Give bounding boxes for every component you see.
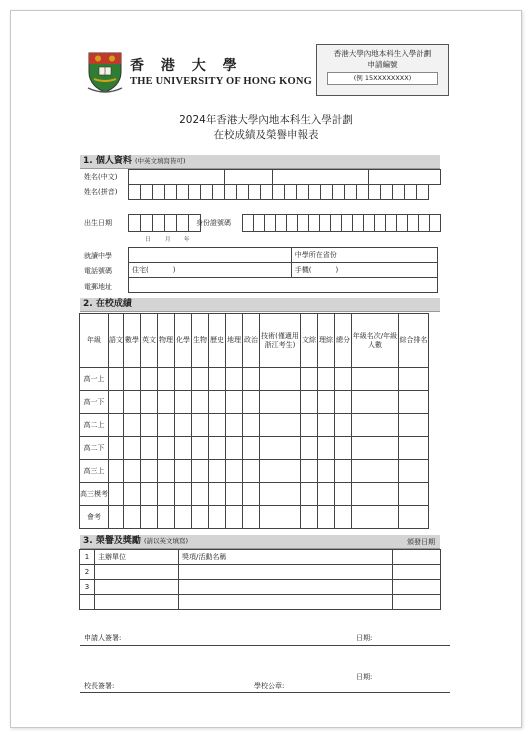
award-row-number: 2 bbox=[80, 565, 95, 580]
dob-label: 出生日期 bbox=[84, 219, 112, 227]
award-date-cell[interactable] bbox=[393, 565, 441, 580]
grades-col-header: 地理 bbox=[226, 314, 243, 368]
principal-signature-line[interactable] bbox=[80, 692, 450, 693]
award-name-cell[interactable] bbox=[179, 565, 393, 580]
grades-col-header: 總分 bbox=[335, 314, 352, 368]
form-title-line1: 2024年香港大學內地本科生入學計劃 bbox=[179, 114, 353, 126]
name-pinyin-label: 姓名(拼音) bbox=[84, 188, 118, 196]
award-row-number: 3 bbox=[80, 580, 95, 595]
award-date-cell[interactable] bbox=[393, 550, 441, 565]
awards-table bbox=[79, 549, 441, 610]
dob-month-label: 月 bbox=[165, 237, 171, 243]
email-label: 電郵地址 bbox=[84, 283, 112, 291]
grade-row-label: 高三模考 bbox=[80, 483, 109, 506]
section-awards-header bbox=[80, 535, 440, 549]
mobile-phone-field[interactable] bbox=[291, 263, 437, 278]
section3-note: (請以英文填寫) bbox=[143, 537, 189, 545]
grades-col-header: 綜合排名 bbox=[399, 314, 429, 368]
award-row-number bbox=[80, 595, 95, 610]
grade-row-label: 高一下 bbox=[80, 391, 109, 414]
grades-col-header: 技術(僅適用浙江考生) bbox=[260, 314, 301, 368]
grades-table bbox=[79, 313, 429, 529]
mobile-phone-label: 手機( bbox=[294, 266, 312, 274]
principal-date-label: 日期: bbox=[356, 673, 373, 681]
province-label: 中學所在省份 bbox=[294, 251, 337, 259]
school-label: 就讀中學 bbox=[84, 252, 112, 260]
applicant-signature-label: 申請人簽署: bbox=[84, 634, 122, 642]
grades-col-header: 年級 bbox=[80, 314, 109, 368]
grade-row-label: 高二上 bbox=[80, 414, 109, 437]
name-pinyin-boxes[interactable] bbox=[128, 184, 429, 200]
grades-col-header: 歷史 bbox=[209, 314, 226, 368]
grades-col-header: 理綜 bbox=[318, 314, 335, 368]
school-stamp-label: 學校公章: bbox=[254, 682, 285, 690]
school-field[interactable] bbox=[129, 248, 292, 263]
award-name-cell[interactable] bbox=[179, 580, 393, 595]
grade-row-label: 高一上 bbox=[80, 368, 109, 391]
home-phone-field[interactable] bbox=[129, 263, 292, 278]
home-phone-close: ) bbox=[172, 266, 176, 274]
app-box-line2: 申請編號 bbox=[367, 60, 398, 69]
email-field[interactable] bbox=[129, 278, 438, 293]
grades-col-header: 數學 bbox=[124, 314, 141, 368]
app-box-line1: 香港大學內地本科生入學計劃 bbox=[333, 49, 432, 58]
province-field[interactable] bbox=[291, 248, 437, 263]
name-chinese-label: 姓名(中文) bbox=[84, 173, 118, 181]
award-date-cell[interactable] bbox=[393, 580, 441, 595]
grades-col-header: 化學 bbox=[175, 314, 192, 368]
university-name-chinese: 香 港 大 學 bbox=[130, 58, 243, 74]
award-organizer-cell[interactable] bbox=[95, 595, 179, 610]
applicant-date-label: 日期: bbox=[356, 634, 373, 642]
grades-col-header: 物理 bbox=[158, 314, 175, 368]
contact-table bbox=[128, 247, 438, 293]
dob-boxes[interactable] bbox=[128, 214, 201, 232]
name-chinese-boxes[interactable] bbox=[128, 169, 441, 185]
grades-col-header: 生物 bbox=[192, 314, 209, 368]
form-title-line2: 在校成績及榮譽申報表 bbox=[213, 129, 319, 141]
section3-title: 3. 榮譽及獎勵 bbox=[83, 536, 141, 546]
grades-col-header: 年級名次/年級人數 bbox=[352, 314, 399, 368]
dob-day-label: 日 bbox=[145, 237, 151, 243]
grades-col-header: 英文 bbox=[141, 314, 158, 368]
grades-col-header: 文綜 bbox=[301, 314, 318, 368]
grade-row-label: 會考 bbox=[80, 506, 109, 529]
award-name-cell[interactable] bbox=[179, 595, 393, 610]
section1-note: (中英文填寫皆可) bbox=[134, 157, 186, 165]
university-name-english: THE UNIVERSITY OF HONG KONG bbox=[130, 76, 312, 87]
hku-crest-icon bbox=[86, 50, 124, 94]
mobile-phone-close: ) bbox=[335, 266, 339, 274]
section1-title: 1. 個人資料 bbox=[83, 156, 132, 166]
phone-label: 電話號碼 bbox=[84, 267, 112, 275]
grades-col-header: 政治 bbox=[243, 314, 260, 368]
award-name-header: 獎項/活動名稱 bbox=[179, 550, 393, 565]
dob-year-label: 年 bbox=[184, 237, 190, 243]
award-organizer-cell[interactable] bbox=[95, 565, 179, 580]
section-grades-header bbox=[80, 298, 440, 312]
application-number-field[interactable]: (例 15XXXXXXXX) bbox=[327, 72, 438, 85]
award-organizer-cell[interactable] bbox=[95, 580, 179, 595]
organizer-header: 主辦單位 bbox=[95, 550, 179, 565]
application-number-box bbox=[316, 44, 449, 96]
award-row-number: 1 bbox=[80, 550, 95, 565]
award-date-header: 頒發日期 bbox=[407, 538, 435, 546]
award-date-cell[interactable] bbox=[393, 595, 441, 610]
grade-row-label: 高三上 bbox=[80, 460, 109, 483]
principal-signature-label: 校長簽署: bbox=[84, 682, 115, 690]
id-number-boxes[interactable] bbox=[242, 214, 441, 232]
home-phone-label: 住宅( bbox=[132, 266, 149, 274]
grades-col-header: 語文 bbox=[109, 314, 124, 368]
grade-row-label: 高二下 bbox=[80, 437, 109, 460]
section-personal-info-header bbox=[80, 155, 440, 169]
applicant-signature-line[interactable] bbox=[80, 645, 450, 646]
id-number-label: 身份證號碼 bbox=[196, 219, 231, 227]
section2-title: 2. 在校成績 bbox=[83, 299, 132, 309]
